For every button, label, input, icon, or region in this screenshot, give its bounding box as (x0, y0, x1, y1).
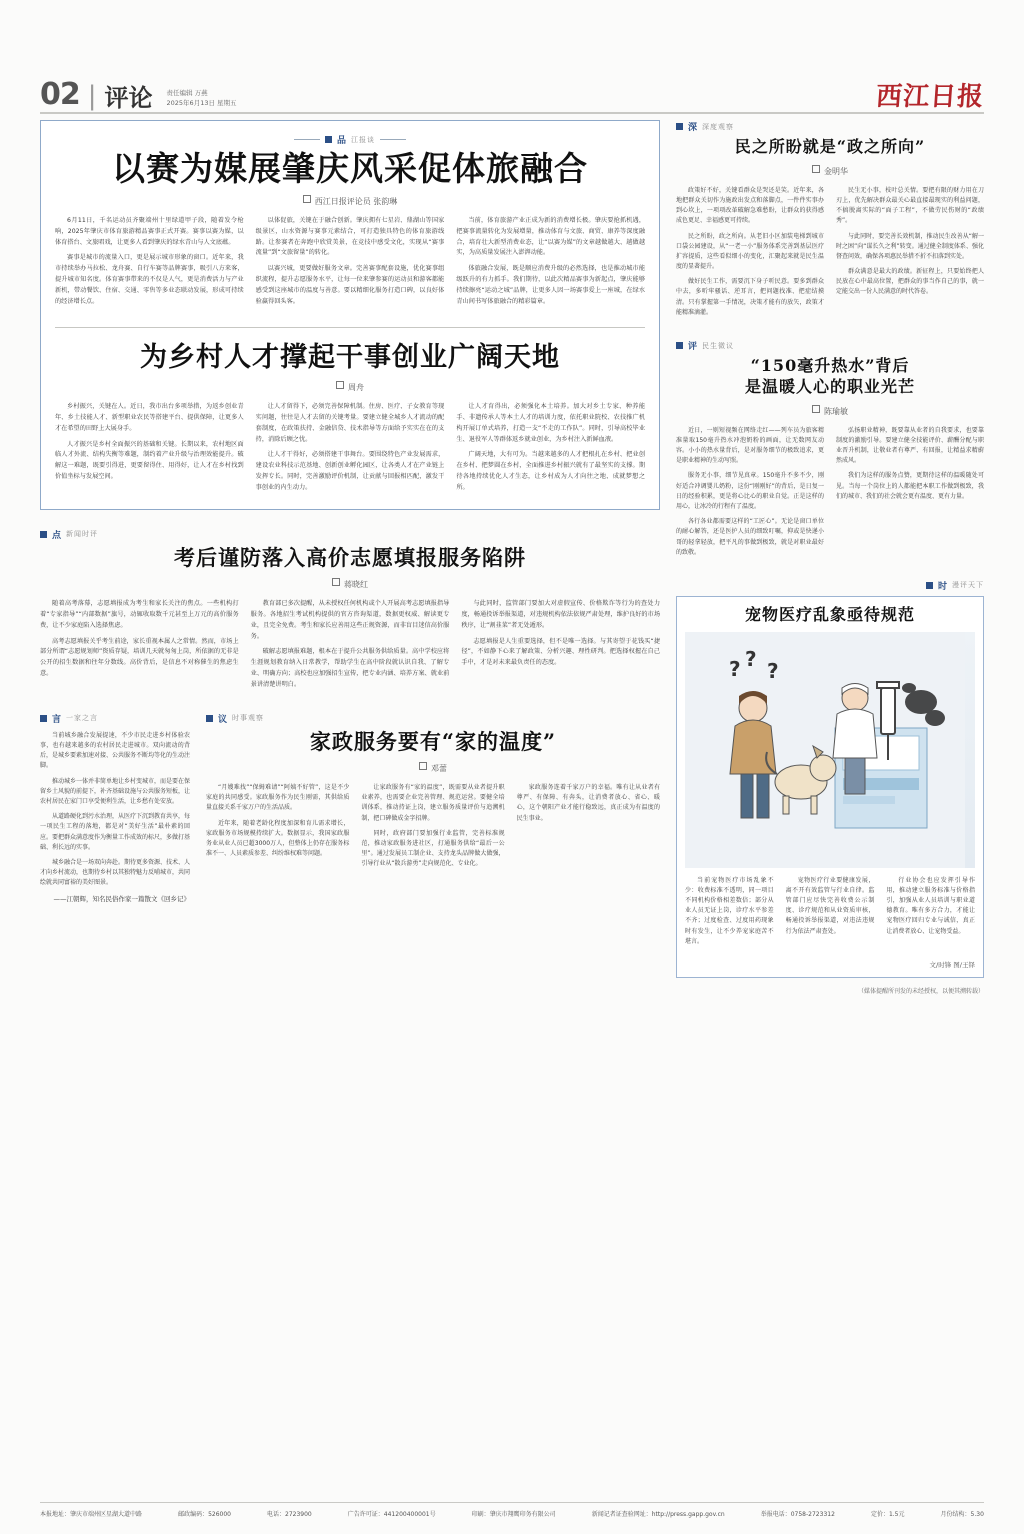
paragraph: 人才振兴是乡村全面振兴的基础和关键。长期以来，农村地区面临人才外流、结构失衡等难题，制约着产业升级与治理效能提升。破解这一难题，既要引得进，更要留得住、用得好，让人才在乡村找到价值坐标与发展空间。 (55, 440, 244, 481)
paragraph: 赛事是城市的流量入口，更是展示城市形象的窗口。近年来，我市持续举办马拉松、龙舟赛、自行车赛等品牌赛事，吸引八方来客，提升城市知名度。体育赛事带来的不仅是人气，更是消费活力与产业新机，带动餐饮、住宿、交通、零售等多业态联动发展，形成可持续的经济增长点。 (55, 254, 244, 305)
paragraph: 志愿填报是人生重要选择，但不是唯一选择。与其寄望于花钱买“捷径”，不如静下心来了解政策、分析兴趣、理性研判。把选择权握在自己手中，才是对未来最负责任的态度。 (461, 637, 661, 667)
pet-clinic-cartoon-icon (685, 632, 965, 868)
masthead-divider: | (87, 81, 97, 111)
b1-headline: 民之所盼就是“政之所向” (734, 137, 926, 156)
b3-card (676, 596, 984, 978)
article3-tag-ch: 点 (52, 530, 62, 541)
article3-col-2 (251, 599, 450, 696)
article3-byline-text: 蒋晓红 (344, 580, 368, 590)
paragraph: 各行各业都需要这样的“工匠心”。无论是窗口单位的耐心解答，还是医护人员的细致叮嘱，抑或是快递小哥的轻拿轻放，把平凡的事做到极致，就是对职业最好的致敬。 (676, 518, 824, 556)
b1-byline (676, 165, 984, 177)
article5-col-1 (206, 783, 349, 875)
paragraph: 我们为这样的服务点赞，更期待这样的温暖随处可见。当每一个岗位上的人都能把本职工作做到极致，我们的城市、我们的社会就会更有温度、更有力量。 (836, 472, 984, 500)
article3-col-3 (461, 599, 660, 696)
paragraph: 让人才干得好，必须搭建干事舞台。要围绕特色产业发展需求，建设农业科技示范基地、创新创业孵化园区，让各类人才在产业链上发挥专长。同时，完善激励评价机制，让贡献与回报相匹配，激发干事创业的内生动力。 (255, 451, 445, 491)
b3-body (685, 876, 975, 952)
tag-rule-left (294, 139, 320, 140)
article2-col-3 (456, 402, 645, 499)
article1-byline (55, 195, 645, 207)
b3-illustration (685, 632, 975, 868)
masthead-meta (167, 89, 237, 110)
b3-tag (676, 579, 984, 592)
b2-byline (676, 405, 984, 417)
tag-square-icon (676, 123, 683, 130)
article1-tag-text: 江报谈 (351, 135, 375, 144)
b3-credit: 文/时锋 图/王铎 (929, 961, 975, 969)
paragraph: 近日，一则短视频在网络走红——列车员为旅客精准量取150毫升热水冲泡奶粉的画面，让无数网友动容。小小的热水量背后，是对服务细节的极致追求，更是职业精神的生动写照。 (676, 426, 824, 465)
article3-tag (40, 528, 660, 541)
b3-col-1 (685, 876, 774, 952)
byline-square-icon (332, 578, 340, 586)
right-column (676, 120, 984, 995)
article5-byline (206, 762, 660, 774)
article1-col-2 (256, 216, 445, 313)
paragraph: 群众满意是最大的政绩。新征程上，只要始终把人民放在心中最高位置，把群众的事当作自己的事，就一定能交出一份人民满意的时代答卷。 (836, 268, 984, 296)
article4 (40, 712, 190, 904)
paragraph: 高考志愿填报关乎考生前途，家长重视本属人之常情。然而，市场上部分所谓“志愿规划师”资质存疑，培训几天就匆匆上岗，所依据的无非是公开的招生数据和往年分数线。高价背后，是信息不对称催生的焦虑生意。 (40, 637, 239, 678)
paragraph: 当前城乡融合发展提速，不少市民走进乡村体验农事，也有越来越多的农村居民走进城市。双向流动的背后，是城乡要素加速对接、公共服务不断均等化的生动注脚。 (40, 731, 191, 770)
article5-body (206, 783, 660, 875)
paragraph: 广阔天地，大有可为。当越来越多的人才把根扎在乡村、把业创在乡村、把梦圆在乡村，全面推进乡村振兴就有了最坚实的支撑。期待各地持续优化人才生态，让乡村成为人才向往之地、成就梦想之所。 (456, 451, 646, 491)
paragraph: 做好民生工作，需要沉下身子听民意。要多到群众中去，多听牢骚话、逆耳言，把问题找准、把症结摸清。只有掌握第一手情况，决策才能有的放矢，政策才能精准滴灌。 (676, 278, 824, 316)
byline-square-icon (336, 381, 344, 389)
editor-line: 责任编辑 万燕 (166, 88, 208, 97)
paragraph: 破解志愿填报难题，根本在于提升公共服务供给质量。高中学校应将生涯规划教育纳入日常教学，帮助学生在高中阶段就认识自我、了解专业、明确方向；高校也应加强招生宣传，把专业内涵、培养方案、就业前景讲清楚讲明白。 (250, 648, 450, 688)
svg-text:?: ? (745, 646, 757, 671)
footer-item: 本报地址：肇庆市端州区星湖大道中路 (40, 1511, 143, 1518)
article3-headline: 考后谨防落入高价志愿填报服务陷阱 (174, 544, 526, 570)
b1-col-2 (836, 186, 984, 323)
article4-tag (40, 712, 190, 725)
byline-square-icon (812, 165, 820, 173)
paragraph: 民生无小事，枝叶总关情。要把有限的财力用在刀刃上，优先解决群众最关心最直接最现实的利益问题，不搞脱离实际的“面子工程”，不做劳民伤财的“政绩秀”。 (836, 186, 984, 225)
paragraph: 与此同时，要完善长效机制，推动民生改善从“解一时之困”向“谋长久之利”转变。通过健全制度体系、强化督查问效，确保各项惠民举措不折不扣落到实处。 (836, 232, 984, 260)
article4-tag-ch: 言 (52, 714, 62, 725)
article3 (40, 528, 660, 696)
article3-byline (40, 578, 660, 590)
byline-square-icon (419, 762, 427, 770)
b3-col-3 (886, 876, 975, 952)
footer-item: 月份结构：5.30 (940, 1511, 984, 1518)
article4-signature: ——江朝辉，知名民俗作家一篇散文《回乡记》 (53, 895, 190, 904)
b1-tag (676, 120, 984, 133)
paragraph: 近年来，随着老龄化程度加深和育儿需求增长，家政服务市场规模持续扩大。数据显示，我国家政服务业从业人员已超3000万人，但整体上仍存在服务标准不一、人员素质参差、纠纷维权难等问题。 (206, 819, 350, 858)
article5-col-3 (517, 783, 660, 875)
footer-item: 广告许可证：441200400001号 (347, 1511, 436, 1518)
paragraph: 以体促旅，关键在于融合创新。肇庆拥有七星岩、鼎湖山等国家级景区，山水资源与赛事元素结合，可打造独具特色的体育旅游线路。让参赛者在奔跑中欣赏美景，在竞技中感受文化，实现从“赛事流量”到“文旅留量”的转化。 (255, 216, 445, 257)
paragraph: 从道路硬化到污水治理，从医疗下沉到教育共享，每一项民生工程的落地，都是对“美好生活”最朴素的回应。要把群众满意度作为衡量工作成效的标尺，多做打基础、利长远的实事。 (40, 813, 191, 851)
b2-tag-text: 民生微议 (702, 341, 735, 350)
bottom-row (40, 712, 660, 904)
b2-headline-line1: “150毫升热水”背后 (750, 356, 910, 376)
paragraph: 随着高考落幕，志愿填报成为考生和家长关注的焦点。一些机构打着“专家指导”“内部数据”旗号，动辄收取数千元甚至上万元的高价服务费，让不少家庭陷入选择焦虑。 (40, 600, 239, 629)
paragraph: 政策好不好，关键看群众是哭还是笑。近年来，各地把群众关切作为施政出发点和落脚点，一件件实事办到心坎上，一项项改革破解急难愁盼，让群众的获得感成色更足、幸福感更可持续。 (676, 186, 824, 225)
paragraph: 推动城乡一体并非简单地让乡村变城市，而是要在保留乡土风貌的前提下，补齐基础设施与公共服务短板，让农村居民在家门口享受便利生活，让乡愁有处安放。 (40, 777, 191, 805)
article-box-top (40, 120, 660, 510)
page-footer (40, 1502, 984, 1518)
article1-headline: 以赛为媒展肇庆风采促体旅融合 (112, 149, 588, 188)
paragraph: 以赛兴城，更要做好服务文章。完善赛事配套设施，优化赛事组织流程，提升志愿服务水平，让每一位来肇参赛的运动员和游客都能感受到这座城市的温度与善意。要以精细化服务打造口碑，以良好体验赢得回头客。 (255, 265, 445, 305)
paragraph: 乡村振兴，关键在人。近日，我市出台多项举措，为返乡创业青年、乡土技能人才、新型职业农民等搭建平台、提供保障，让更多人才在希望的田野上大展身手。 (55, 403, 244, 432)
article1-col-3 (456, 216, 645, 313)
article1-col-1 (55, 216, 244, 313)
paragraph: 当前，体育旅游产业正成为新的消费增长极。肇庆要抢抓机遇，把赛事流量转化为发展增量，推动体育与文旅、商贸、康养等深度融合，培育壮大新型消费业态，让“以赛为媒”的文章越做越大、越做越实，为高质量发展注入澎湃动能。 (456, 216, 646, 257)
article-separator (55, 327, 645, 328)
footer-item: 印刷：肇庆市翔鹰印务有限公司 (471, 1511, 556, 1518)
paragraph: 行业协会也应发挥引导作用，推动建立服务标准与价格指引，加强从业人员培训与职业道德教育。唯有多方合力，才能让宠物医疗回归专业与诚信，真正让消费者放心、让宠物受益。 (886, 876, 976, 935)
b1-tag-ch: 深 (688, 123, 698, 133)
footer-item: 定价：1.5元 (870, 1511, 905, 1518)
article5-tag-ch: 议 (218, 714, 228, 725)
article1-tag-ch: 品 (336, 136, 346, 146)
article2-col-2 (256, 402, 445, 499)
footer-item: 新闻记者证查验网址：http://press.gapp.gov.cn (591, 1511, 725, 1518)
footer-item: 邮政编码：526000 (178, 1511, 231, 1518)
b2-byline-text: 陈瑜敏 (824, 406, 848, 416)
left-column (40, 120, 660, 903)
paragraph: 同时，政府部门要加强行业监管，完善标准规范，推动家政服务进社区，打通服务供给“最后一公里”。通过发展员工制企业、支持龙头品牌做大做强，引导行业从“散兵游勇”走向规范化、专业化。 (361, 829, 505, 868)
b1-tag-text: 深度观察 (702, 122, 735, 131)
b2-tag-ch: 评 (688, 342, 698, 353)
article2-headline: 为乡村人才撑起干事创业广阔天地 (140, 341, 560, 373)
article4-body (40, 731, 190, 889)
b1-byline-text: 金明华 (824, 166, 848, 176)
article5-tag (206, 712, 660, 725)
article4-tag-text: 一家之言 (66, 714, 99, 723)
paragraph: 弘扬职业精神，既要靠从业者的自我要求，也要靠制度的激励引导。要建立健全技能评价、薪酬分配与职业晋升机制，让敬业者有尊严、有回报，让精益求精蔚然成风。 (836, 426, 984, 465)
tag-square-icon (40, 531, 47, 538)
paragraph: 服务无小事，细节见真章。150毫升不多不少，刚好适合冲调婴儿奶粉，这份“刚刚好”的背后，是日复一日的经验积累，更是将心比心的职业自觉。正是这样的用心，让冰冷的行程有了温度。 (676, 472, 824, 510)
paragraph: 城乡融合是一场双向奔赴。期待更多资源、技术、人才向乡村流动，也期待乡村以其独特魅力反哺城市，共同绘就共同富裕的美好图景。 (40, 858, 191, 887)
paragraph: 家政服务连着千家万户的幸福。唯有让从业者有尊严、有保障、有奔头，让消费者放心、省心、暖心，这个朝阳产业才能行稳致远，真正成为有温度的民生事业。 (516, 784, 660, 822)
article-b2 (676, 339, 984, 563)
article5 (206, 712, 660, 904)
article1-byline-text: 西江日报评论员 张韵琳 (314, 196, 398, 206)
byline-square-icon (812, 405, 820, 413)
article5-headline: 家政服务要有“家的温度” (309, 728, 557, 754)
b1-body (676, 186, 984, 323)
date-line: 2025年6月13日 星期五 (166, 98, 237, 107)
b3-col-2 (786, 876, 875, 952)
footer-item: 举报电话：0758-2723312 (760, 1511, 835, 1518)
article2-byline (55, 381, 645, 393)
article3-col-1 (40, 599, 239, 696)
paragraph: 让人才留得下，必须完善保障机制。住房、医疗、子女教育等现实问题，往往是人才去留的关键考量。要建立健全城乡人才流动的配套制度，在政策扶持、金融信贷、技术指导等方面给予实实在在的支持，消除后顾之忧。 (255, 403, 445, 443)
byline-square-icon (303, 195, 311, 203)
svg-text:?: ? (729, 656, 741, 681)
masthead-left (40, 77, 237, 112)
article1-body (55, 216, 645, 313)
article5-col-2 (361, 783, 504, 875)
b2-tag (676, 339, 984, 352)
paragraph: 当前宠物医疗市场乱象不少：收费标准不透明，同一项目不同机构价格相差数倍；部分从业人员无证上岗，诊疗水平参差不齐；过度检查、过度用药现象时有发生，让不少养宠家庭苦不堪言。 (685, 876, 774, 945)
article-b1 (676, 120, 984, 323)
b3-tag-text: 漫评天下 (952, 581, 984, 590)
article3-tag-text: 新闻时评 (66, 530, 99, 539)
footer-item: 电话：2723900 (267, 1511, 312, 1518)
tag-square-icon (325, 136, 332, 143)
article5-tag-text: 时事观察 (232, 714, 265, 723)
tag-rule-right (380, 139, 406, 140)
tag-square-icon (40, 715, 47, 722)
paragraph: 与此同时，监管部门要加大对虚假宣传、价格欺诈等行为的查处力度，畅通投诉举报渠道，对违规机构依法依规严肃处理，维护良好的市场秩序，让“割韭菜”者无处遁形。 (461, 600, 661, 629)
masthead (40, 58, 984, 110)
b2-col-2 (836, 426, 984, 563)
tag-square-icon (206, 715, 213, 722)
b3-headline: 宠物医疗乱象亟待规范 (744, 604, 915, 624)
article2-col-1 (55, 402, 244, 499)
paragraph: 民之所盼，政之所向。从老旧小区加装电梯到城市口袋公园建设，从“一老一小”服务体系完善到基层医疗扩容提质，这些看似细小的变化，汇聚起来就是民生温度的显著提升。 (676, 232, 824, 271)
copyright-note: （媒体提醒所刊发的未经授权，以便其溯转载） (857, 988, 984, 995)
tag-square-icon (926, 582, 933, 589)
masthead-rule (40, 112, 984, 114)
b3-tag-ch: 时 (937, 581, 947, 592)
tag-square-icon (676, 342, 683, 349)
article1-tag (55, 133, 645, 146)
article2-body (55, 402, 645, 499)
page-number: 02 (40, 77, 80, 112)
paragraph: 6月11日，千名运动员齐聚端州十里绿道甲子段，随着发令枪响，2025年肇庆市体育旅游精品赛事正式开赛。赛事以赛为媒，以体育搭台、文旅唱戏，让更多人看到肇庆的绿水青山与人文底蕴。 (55, 216, 244, 246)
newspaper-logo: 西江日报 (874, 82, 986, 112)
section-name: 评论 (104, 84, 153, 112)
article5-byline-text: 邓蕾 (431, 764, 447, 774)
b1-col-1 (676, 186, 824, 323)
paragraph: 教育部已多次提醒，从未授权任何机构或个人开展高考志愿填报指导服务。各地招生考试机构提供的官方咨询渠道，数据更权威、解读更专业，且完全免费。考生和家长应善用这些正规资源，而非盲目迷信高价服务。 (250, 600, 450, 640)
b2-col-1 (676, 426, 824, 563)
article-b3 (676, 579, 984, 995)
paragraph: 体旅融合发展，既是顺应消费升级的必然选择，也是推动城市能级跃升的有力抓手。我们期待，以此次精品赛事为新起点，肇庆能够持续擦亮“运动之城”品牌，让更多人因一场赛事爱上一座城，在绿水青山间书写体旅融合的精彩篇章。 (456, 265, 646, 305)
article2-byline-text: 周舟 (348, 383, 364, 393)
article3-body (40, 599, 660, 696)
paragraph: 让家政服务有“家的温度”，既需要从业者提升职业素养，也需要企业完善管理、规范运营。要健全培训体系，推动持证上岗，建立服务质量评价与追溯机制，把口碑做成金字招牌。 (361, 784, 505, 822)
b2-body (676, 426, 984, 563)
paragraph: “月嫂难找”“保姆难请”“阿姨不好管”，这是不少家庭的共同感受。家政服务作为民生刚需，其供给质量直接关系千家万户的生活品质。 (206, 784, 350, 812)
paragraph: 宠物医疗行业要健康发展，离不开有效监管与行业自律。监管部门应尽快完善收费公示制度、诊疗规范和从业资质审核，畅通投诉举报渠道，对违法违规行为依法严肃查处。 (785, 876, 875, 935)
b2-headline-line2: 是温暖人心的职业光芒 (744, 376, 915, 396)
svg-text:?: ? (767, 658, 779, 683)
paragraph: 让人才育得出，必须强化本土培养。加大对乡土专家、种养能手、非遗传承人等本土人才的培训力度，依托职业院校、农技推广机构开展订单式培养，打造一支“不走的工作队”。同时，引导高校毕业生、退役军人等群体返乡就业创业，为乡村注入新鲜血液。 (456, 403, 646, 443)
